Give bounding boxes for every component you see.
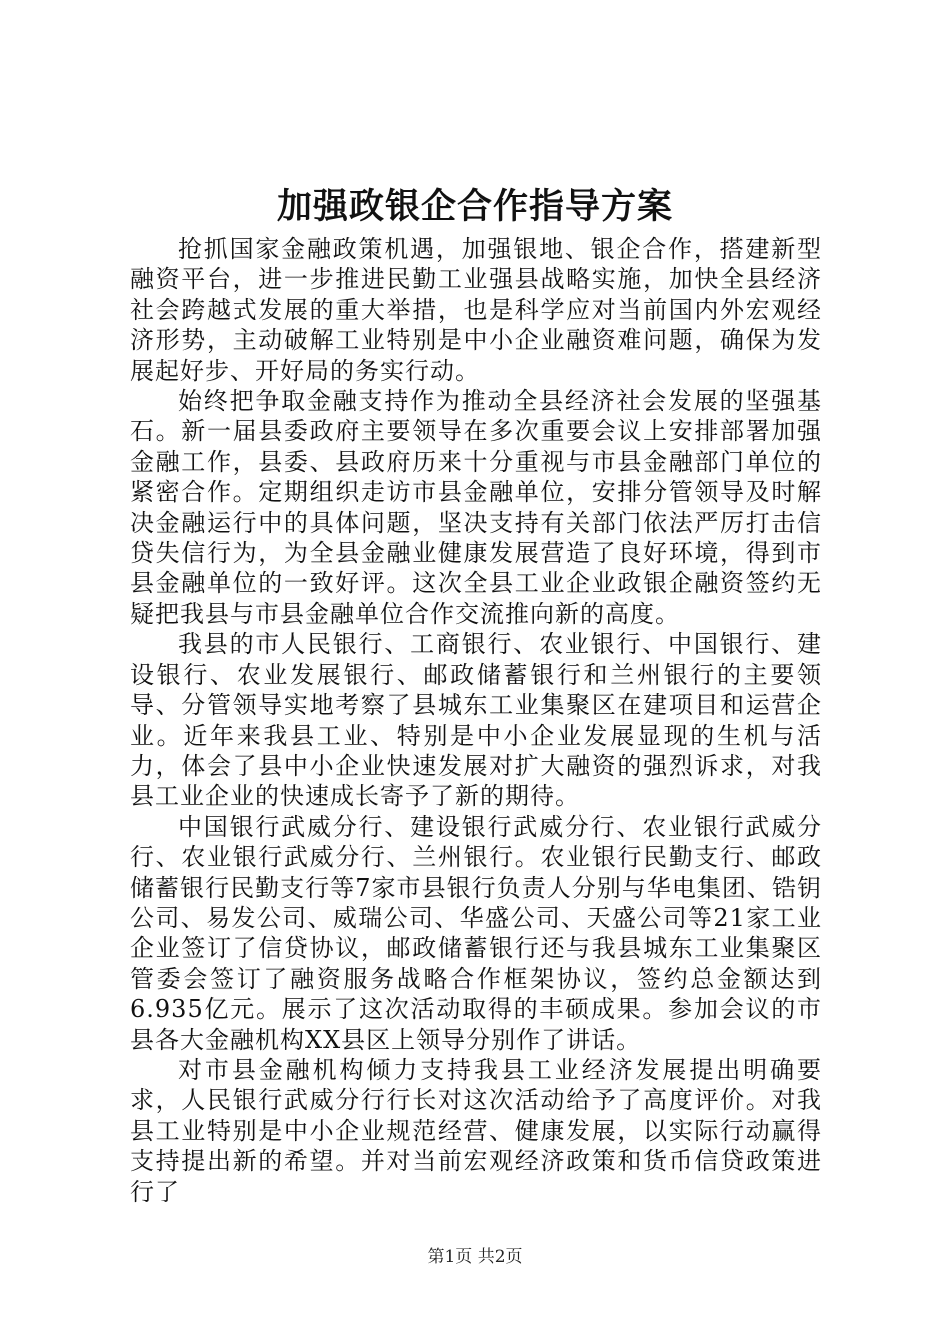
document-title: 加强政银企合作指导方案 — [276, 186, 673, 227]
paragraph-1: 抢抓国家金融政策机遇，加强银地、银企合作，搭建新型融资平台，进一步推进民勤工业强县战略实施，加快全县经济社会跨越式发展的重大举措，也是科学应对当前国内外宏观经济形势，主动破解工业特别是中小企业融资难问题，确保为发展起好步、开好局的务实行动。 — [130, 235, 822, 385]
paragraph-3: 我县的市人民银行、工商银行、农业银行、中国银行、建设银行、农业发展银行、邮政储蓄银行和兰州银行的主要领导、分管领导实地考察了县城东工业集聚区在建项目和运营企业。近年来我县工业、特别是中小企业发展显现的生机与活力，体会了县中小企业快速发展对扩大融资的强烈诉求，对我县工业企业的快速成长寄予了新的期待。 — [130, 630, 822, 811]
paragraph-5: 对市县金融机构倾力支持我县工业经济发展提出明确要求，人民银行武威分行行长对这次活动给予了高度评价。对我县工业特别是中小企业规范经营、健康发展，以实际行动赢得支持提出新的希望。并对当前宏观经济政策和货币信贷政策进行了 — [130, 1055, 822, 1206]
page-footer: 第1页 共2页 — [427, 1247, 523, 1267]
paragraph-4: 中国银行武威分行、建设银行武威分行、农业银行武威分行、农业银行武威分行、兰州银行。农业银行民勤支行、邮政储蓄银行民勤支行等7家市县银行负责人分别与华电集团、锆钥公司、易发公司、威瑞公司、华盛公司、天盛公司等21家工业企业签订了信贷协议，邮政储蓄银行还与我县城东工业集聚区管委会签订了融资服务战略合作框架协议，签约总金额达到6.935亿元。展示了这次活动取得的丰硕成果。参加会议的市县各大金融机构XX县区上领导分别作了讲话。 — [130, 812, 822, 1054]
paragraph-2: 始终把争取金融支持作为推动全县经济社会发展的坚强基石。新一届县委政府主要领导在多次重要会议上安排部署加强金融工作，县委、县政府历来十分重视与市县金融部门单位的紧密合作。定期组织走访市县金融单位，安排分管领导及时解决金融运行中的具体问题，坚决支持有关部门依法严厉打击信贷失信行为，为全县金融业健康发展营造了良好环境，得到市县金融单位的一致好评。这次全县工业企业政银企融资签约无疑把我县与市县金融单位合作交流推向新的高度。 — [130, 387, 822, 628]
document-body — [130, 234, 822, 1207]
